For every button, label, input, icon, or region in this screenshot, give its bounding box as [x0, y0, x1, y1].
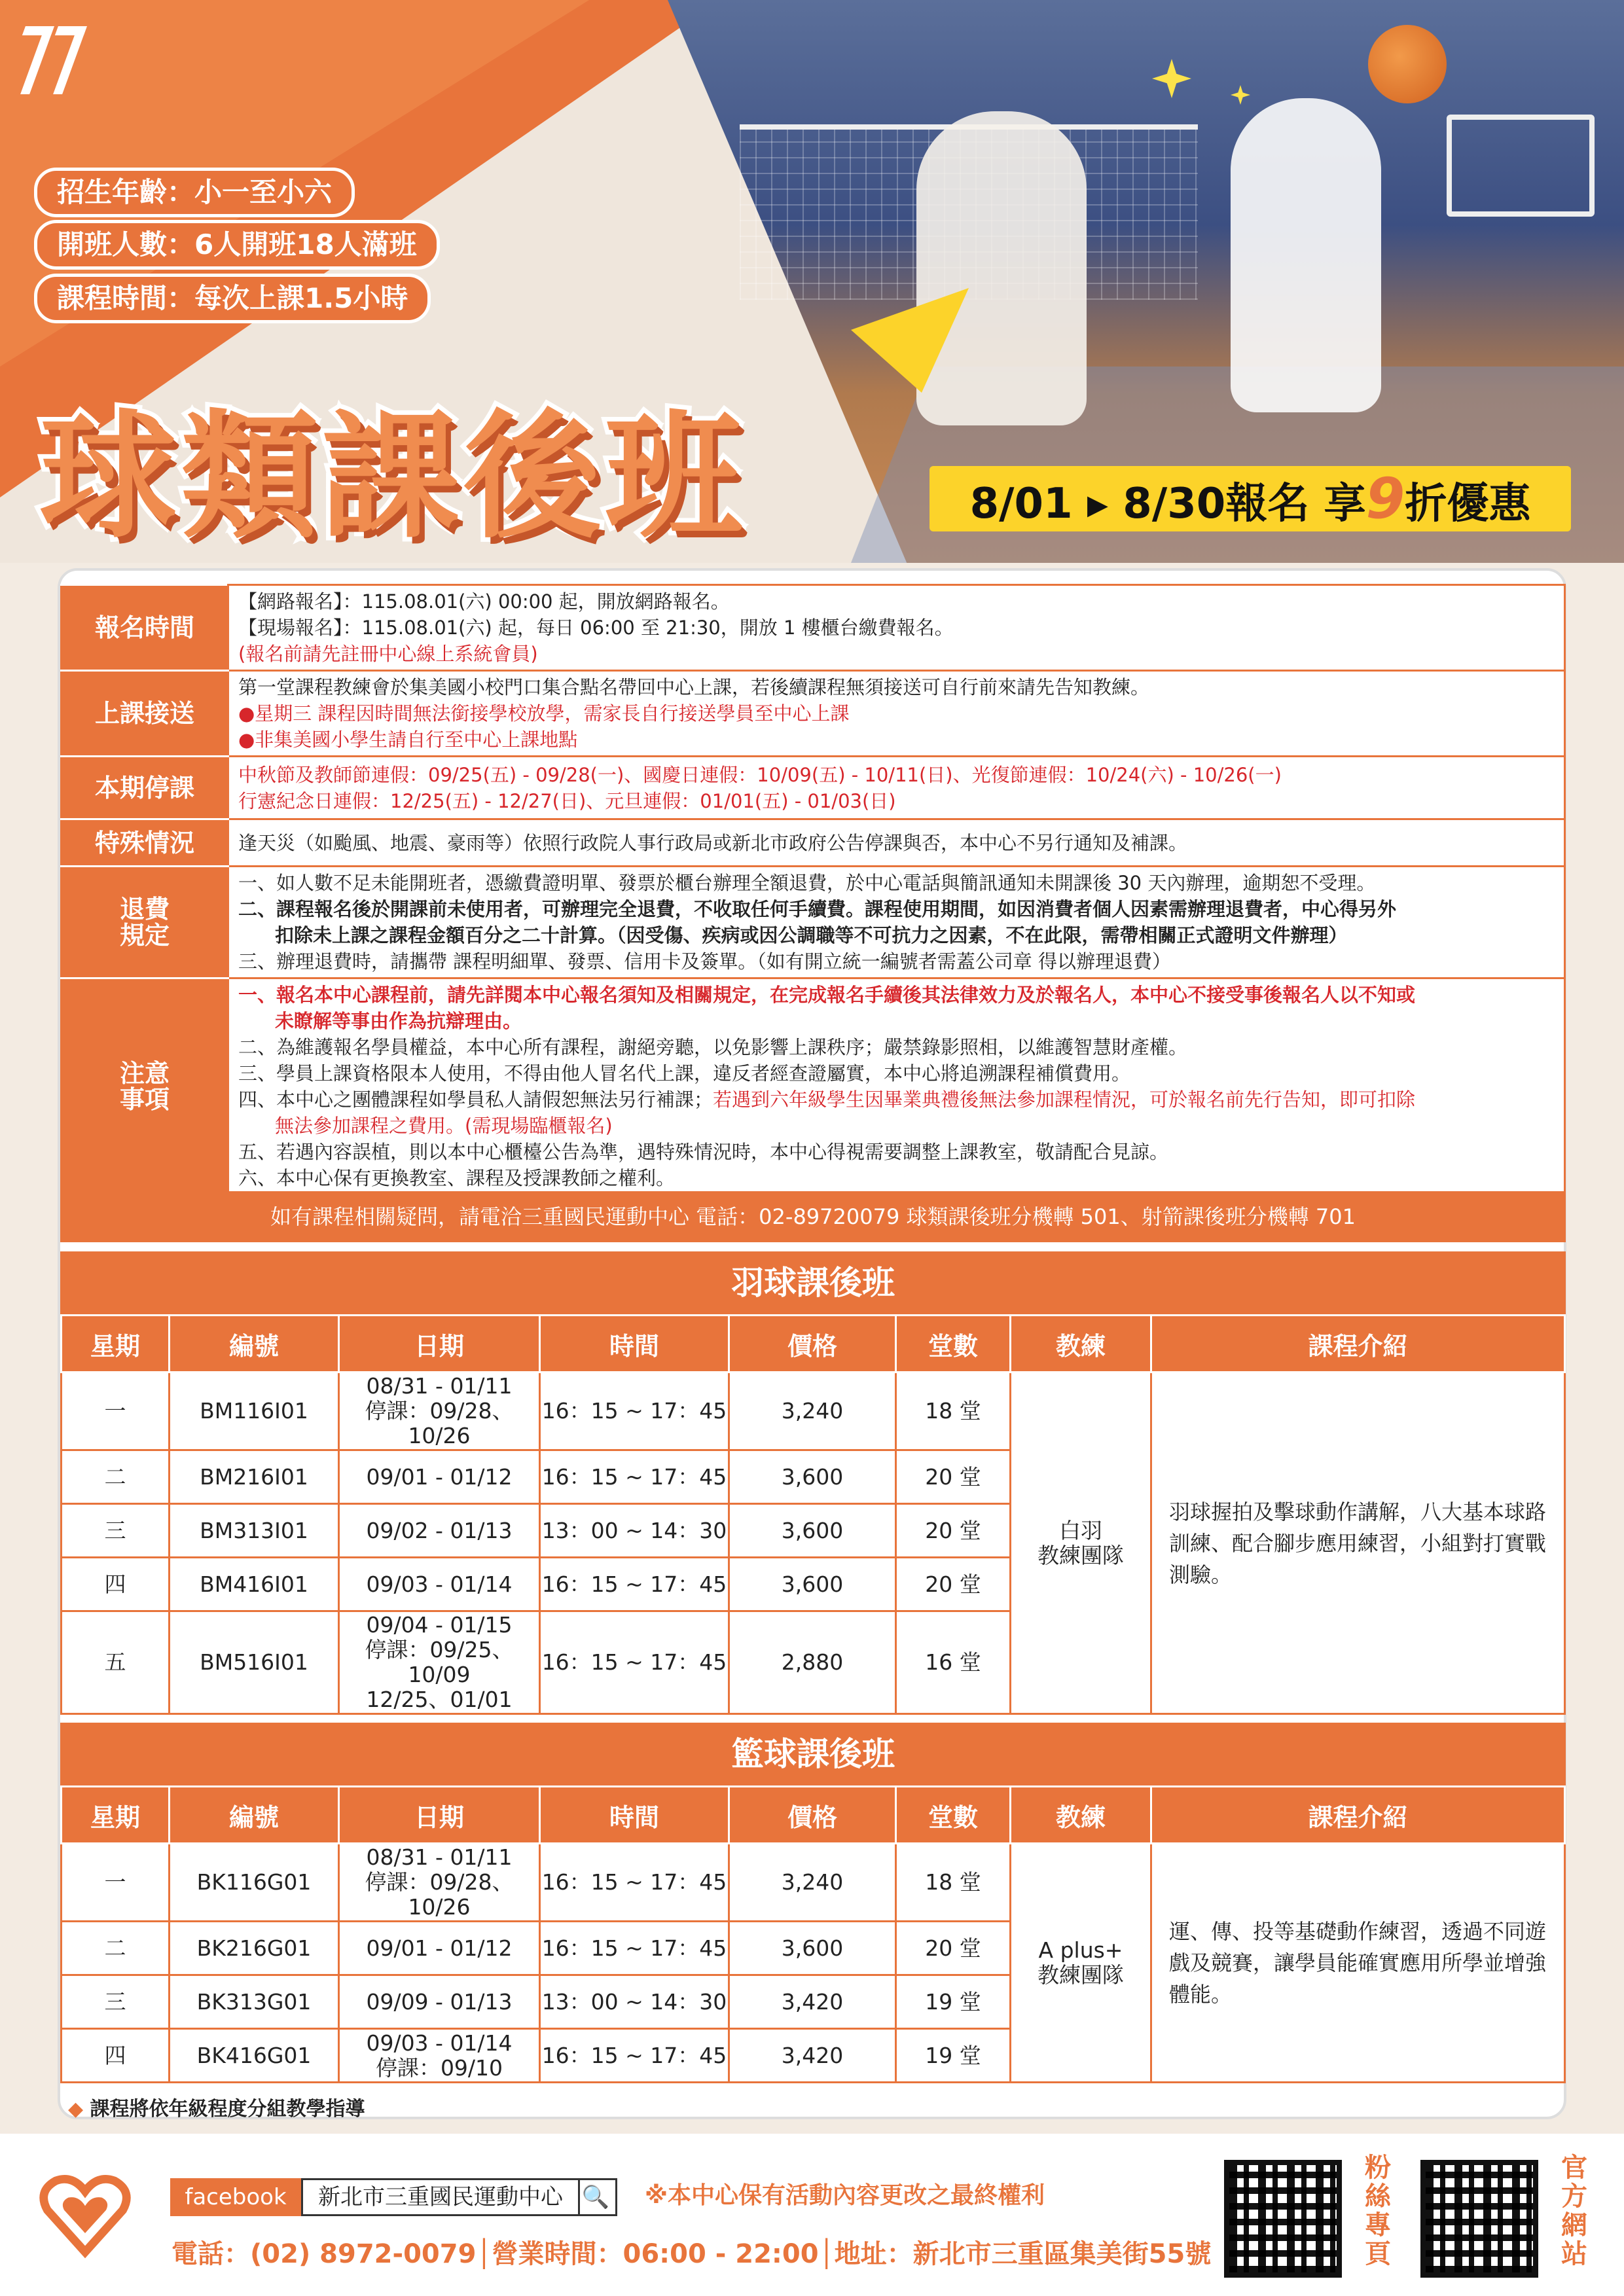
cell-code: BM313I01 [170, 1504, 339, 1558]
cell-date [339, 1844, 540, 1922]
note-5: 五、若遇內容誤植，則以本中心櫃檯公告為準，遇特殊情況時，本中心得視需要調整上課教室，敬請配合見諒。 [238, 1141, 1169, 1163]
cell-count: 16 堂 [896, 1611, 1011, 1714]
col-time: 時間 [540, 1316, 729, 1372]
holiday-line-1: 中秋節及教師節連假：09/25(五) - 09/28(一)、國慶日連假：10/09(五) - 10/11(日)、光復節連假：10/24(六) - 10/26(一) [238, 763, 1282, 786]
cell-price: 3,420 [729, 1975, 896, 2029]
cell-day: 四 [62, 1558, 170, 1611]
cell-code: BM216I01 [170, 1450, 339, 1504]
cell-code: BM516I01 [170, 1611, 339, 1714]
date-range: 08/31 - 01/11 [366, 1373, 513, 1399]
cell-price: 3,600 [729, 1922, 896, 1975]
special-label: 特殊情況 [62, 819, 228, 867]
contact-address: 電話：(02) 8972-0079│營業時間：06:00 - 22:00│地址：新北市三重區集美街55號 [171, 2239, 1212, 2269]
cell-coach [1011, 1372, 1151, 1714]
cell-date: 09/09 - 01/13 [339, 1975, 540, 2029]
badminton-title: 羽球課後班 [60, 1251, 1566, 1314]
col-price: 價格 [729, 1787, 896, 1844]
online-register-line: 【網路報名】：115.08.01(六) 00:00 起，開放網路報名。 [238, 590, 730, 613]
col-count: 堂數 [896, 1316, 1011, 1372]
basketball-icon [1368, 25, 1447, 103]
onsite-register-line: 【現場報名】：115.08.01(六) 起，每日 06:00 至 21:30，開放 1 樓櫃台繳費報名。 [238, 617, 954, 639]
cell-time: 16：15 ~ 17：45 [540, 1372, 729, 1450]
promo-text-end: 折優惠 [1405, 480, 1531, 528]
cell-day: 二 [62, 1450, 170, 1504]
info-table [60, 584, 1566, 1196]
cell-code: BM116I01 [170, 1372, 339, 1450]
shuttle-line: 第一堂課程教練會於集美國小校門口集合點名帶回中心上課，若後續課程無須接送可自行前來請先告知教練。 [238, 676, 1150, 698]
shuttle-note-1: ●星期三 課程因時間無法銜接學校放學，需家長自行接送學員至中心上課 [238, 702, 850, 725]
diamond-icon: ◆ [68, 2098, 84, 2121]
cell-date: 09/01 - 01/12 [339, 1450, 540, 1504]
coach-team: 教練團隊 [1038, 1962, 1124, 1988]
date-off: 停課：09/28、10/26 [365, 1869, 514, 1920]
cell-day: 四 [62, 2029, 170, 2083]
cell-date: 09/01 - 01/12 [339, 1922, 540, 1975]
cell-code: BM416I01 [170, 1558, 339, 1611]
note-2: 二、為維護報名學員權益，本中心所有課程，謝絕旁聽，以免影響上課秩序；嚴禁錄影照相，以維護智慧財產權。 [238, 1036, 1188, 1058]
cell-price: 3,600 [729, 1450, 896, 1504]
coach-team: 教練團隊 [1038, 1542, 1124, 1568]
cell-day: 三 [62, 1504, 170, 1558]
refund-label [62, 867, 228, 978]
note-4c: 無法參加課程之費用。(需現場臨櫃報名) [275, 1115, 613, 1137]
col-price: 價格 [729, 1316, 896, 1372]
class-size-pill: 開班人數：6人開班18人滿班 [34, 220, 440, 270]
date-range: 09/03 - 01/14 [366, 2030, 513, 2056]
cell-price: 2,880 [729, 1611, 896, 1714]
special-content: 逢天災（如颱風、地震、豪雨等）依照行政院人事行政局或新北市政府公告停課與否，本中心不另行通知及補課。 [228, 819, 1565, 867]
refund-content [228, 867, 1565, 978]
facebook-label: facebook [170, 2178, 301, 2216]
refund-rule-2b: 扣除未上課之課程金額百分之二十計算。（因受傷、疾病或因公調職等不可抗力之因素，不在此限，需帶相關正式證明文件辦理） [275, 924, 1348, 946]
note-4 [238, 1086, 1555, 1113]
cell-time: 13：00 ~ 14：30 [540, 1504, 729, 1558]
register-content [228, 585, 1565, 671]
facebook-search-field[interactable]: 新北市三重國民運動中心 [301, 2178, 580, 2216]
cell-time: 16：15 ~ 17：45 [540, 1450, 729, 1504]
badminton-table [60, 1314, 1566, 1715]
cell-date: 09/02 - 01/13 [339, 1504, 540, 1558]
rights-notice: ※本中心保有活動內容更改之最終權利 [645, 2182, 1045, 2209]
basketball-note [60, 2083, 1566, 2130]
basketball-table [60, 1785, 1566, 2083]
cell-count: 19 堂 [896, 1975, 1011, 2029]
badminton-section [60, 1251, 1566, 1762]
date-off: 停課：09/25、10/09 [365, 1637, 514, 1687]
note-6: 六、本中心保有更換教室、課程及授課教師之權利。 [238, 1167, 676, 1189]
date-off-2: 12/25、01/01 [366, 1687, 513, 1712]
shuttle-note-2: ●非集美國小學生請自行至中心上課地點 [238, 728, 578, 751]
date-off: 停課：09/10 [375, 2054, 503, 2081]
search-icon[interactable]: 🔍 [576, 2178, 617, 2216]
holiday-content [228, 757, 1565, 819]
col-count: 堂數 [896, 1787, 1011, 1844]
note-4a: 四、本中心之團體課程如學員私人請假恕無法另行補課； [238, 1088, 713, 1111]
register-label: 報名時間 [62, 585, 228, 671]
cell-day: 一 [62, 1844, 170, 1922]
col-intro: 課程介紹 [1151, 1316, 1565, 1372]
notes-label-2: 事項 [119, 1085, 170, 1114]
cell-price: 3,600 [729, 1558, 896, 1611]
col-date: 日期 [339, 1787, 540, 1844]
refund-label-1: 退費 [119, 895, 170, 924]
basketball-player-figure [1231, 98, 1381, 412]
col-date: 日期 [339, 1316, 540, 1372]
coach-name: 白羽 [1059, 1517, 1102, 1543]
cell-code: BK313G01 [170, 1975, 339, 2029]
col-code: 編號 [170, 1787, 339, 1844]
notes-content [228, 978, 1565, 1195]
register-note: (報名前請先註冊中心線上系統會員) [238, 643, 538, 665]
cell-day: 二 [62, 1922, 170, 1975]
cell-time: 16：15 ~ 17：45 [540, 1611, 729, 1714]
cell-time: 16：15 ~ 17：45 [540, 1922, 729, 1975]
fanpage-qr-code[interactable] [1224, 2160, 1342, 2278]
cell-time: 16：15 ~ 17：45 [540, 1844, 729, 1922]
cell-price: 3,240 [729, 1372, 896, 1450]
cell-code: BK116G01 [170, 1844, 339, 1922]
age-pill: 招生年齡：小一至小六 [34, 168, 355, 217]
website-qr-code[interactable] [1420, 2160, 1538, 2278]
col-coach: 教練 [1011, 1316, 1151, 1372]
cell-count: 20 堂 [896, 1450, 1011, 1504]
cell-time: 13：00 ~ 14：30 [540, 1975, 729, 2029]
table-row [62, 1372, 1565, 1450]
col-code: 編號 [170, 1316, 339, 1372]
center-logo-icon [33, 2160, 137, 2265]
notes-label [62, 978, 228, 1195]
col-day: 星期 [62, 1787, 170, 1844]
note-4b: 若遇到六年級學生因畢業典禮後無法參加課程情況，可於報名前先行告知，即可扣除 [713, 1088, 1416, 1111]
cell-day: 三 [62, 1975, 170, 2029]
promo-text: 8/01 ▸ 8/30報名 享 [969, 480, 1366, 528]
cell-coach [1011, 1844, 1151, 2083]
basketball-section [60, 1723, 1566, 2130]
contact-bar: 如有課程相關疑問，請電洽三重國民運動中心 電話：02-89720079 球類課後班分機轉 501、射箭課後班分機轉 701 [60, 1191, 1566, 1242]
refund-rule-3: 三、辦理退費時，請攜帶 課程明細單、發票、信用卡及簽單。（如有開立統一編號者需蓋公司章 得以辦理退費） [238, 950, 1171, 973]
cell-count: 20 堂 [896, 1922, 1011, 1975]
cell-day: 五 [62, 1611, 170, 1714]
cell-date [339, 2029, 540, 2083]
cell-intro: 運、傳、投等基礎動作練習，透過不同遊戲及競賽，讓學員能確實應用所學並增強體能。 [1151, 1844, 1565, 2083]
cell-intro: 羽球握拍及擊球動作講解，八大基本球路訓練、配合腳步應用練習，小組對打實戰測驗。 [1151, 1372, 1565, 1714]
cell-code: BK416G01 [170, 2029, 339, 2083]
cell-code: BK216G01 [170, 1922, 339, 1975]
col-day: 星期 [62, 1316, 170, 1372]
note-1b: 未瞭解等事由作為抗辯理由。 [275, 1010, 522, 1032]
refund-rule-2: 二、課程報名後於開課前未使用者，可辦理完全退費，不收取任何手續費。課程使用期間，如因消費者個人因素需辦理退費者，中心得另外 [238, 898, 1397, 920]
cell-count: 20 堂 [896, 1558, 1011, 1611]
cell-date: 09/03 - 01/14 [339, 1558, 540, 1611]
badminton-player-figure [916, 111, 1087, 425]
holiday-line-2: 行憲紀念日連假：12/25(五) - 12/27(日)、元旦連假：01/01(五) - 01/03(日) [238, 789, 896, 812]
promo-banner [929, 466, 1571, 531]
cell-count: 18 堂 [896, 1372, 1011, 1450]
basketball-hoop [1447, 115, 1595, 217]
cell-count: 18 堂 [896, 1844, 1011, 1922]
cell-time: 16：15 ~ 17：45 [540, 2029, 729, 2083]
shuttle-label: 上課接送 [62, 671, 228, 757]
cell-count: 20 堂 [896, 1504, 1011, 1558]
basketball-note-text: 課程將依年級程度分組教學指導 [90, 2098, 365, 2121]
col-time: 時間 [540, 1787, 729, 1844]
cell-date [339, 1372, 540, 1450]
cell-price: 3,420 [729, 2029, 896, 2083]
coach-name: A plus+ [1038, 1937, 1123, 1963]
note-3: 三、學員上課資格限本人使用，不得由他人冒名代上課，違反者經查證屬實，本中心將追溯課程補償費用。 [238, 1062, 1131, 1085]
cell-time: 16：15 ~ 17：45 [540, 1558, 729, 1611]
date-range: 09/04 - 01/15 [366, 1612, 513, 1638]
cell-count: 19 堂 [896, 2029, 1011, 2083]
holiday-label: 本期停課 [62, 757, 228, 819]
shuttle-content [228, 671, 1565, 757]
date-off: 停課：09/28、10/26 [365, 1398, 514, 1448]
basketball-title: 籃球課後班 [60, 1723, 1566, 1785]
duration-pill: 課程時間：每次上課1.5小時 [34, 274, 431, 323]
note-1: 一、報名本中心課程前，請先詳閱本中心報名須知及相關規定，在完成報名手續後其法律效力及於報名人，本中心不接受事後報名人以不知或 [238, 984, 1416, 1006]
date-range: 08/31 - 01/11 [366, 1844, 513, 1870]
cell-price: 3,600 [729, 1504, 896, 1558]
cell-date [339, 1611, 540, 1714]
col-intro: 課程介紹 [1151, 1787, 1565, 1844]
refund-label-2: 規定 [119, 921, 170, 950]
fanpage-label: 粉絲專頁 [1365, 2153, 1391, 2269]
table-row [62, 1844, 1565, 1922]
promo-discount: 9 [1365, 466, 1405, 531]
page-title: 球類課後班 [39, 397, 747, 557]
col-coach: 教練 [1011, 1787, 1151, 1844]
website-label: 官方網站 [1561, 2153, 1587, 2269]
notes-label-1: 注意 [119, 1059, 170, 1088]
refund-rule-1: 一、如人數不足未能開班者，憑繳費證明單、發票於櫃台辦理全額退費，於中心電話與簡訊通知未開課後 30 天內辦理，逾期恕不受理。 [238, 872, 1376, 894]
cell-price: 3,240 [729, 1844, 896, 1922]
cell-day: 一 [62, 1372, 170, 1450]
